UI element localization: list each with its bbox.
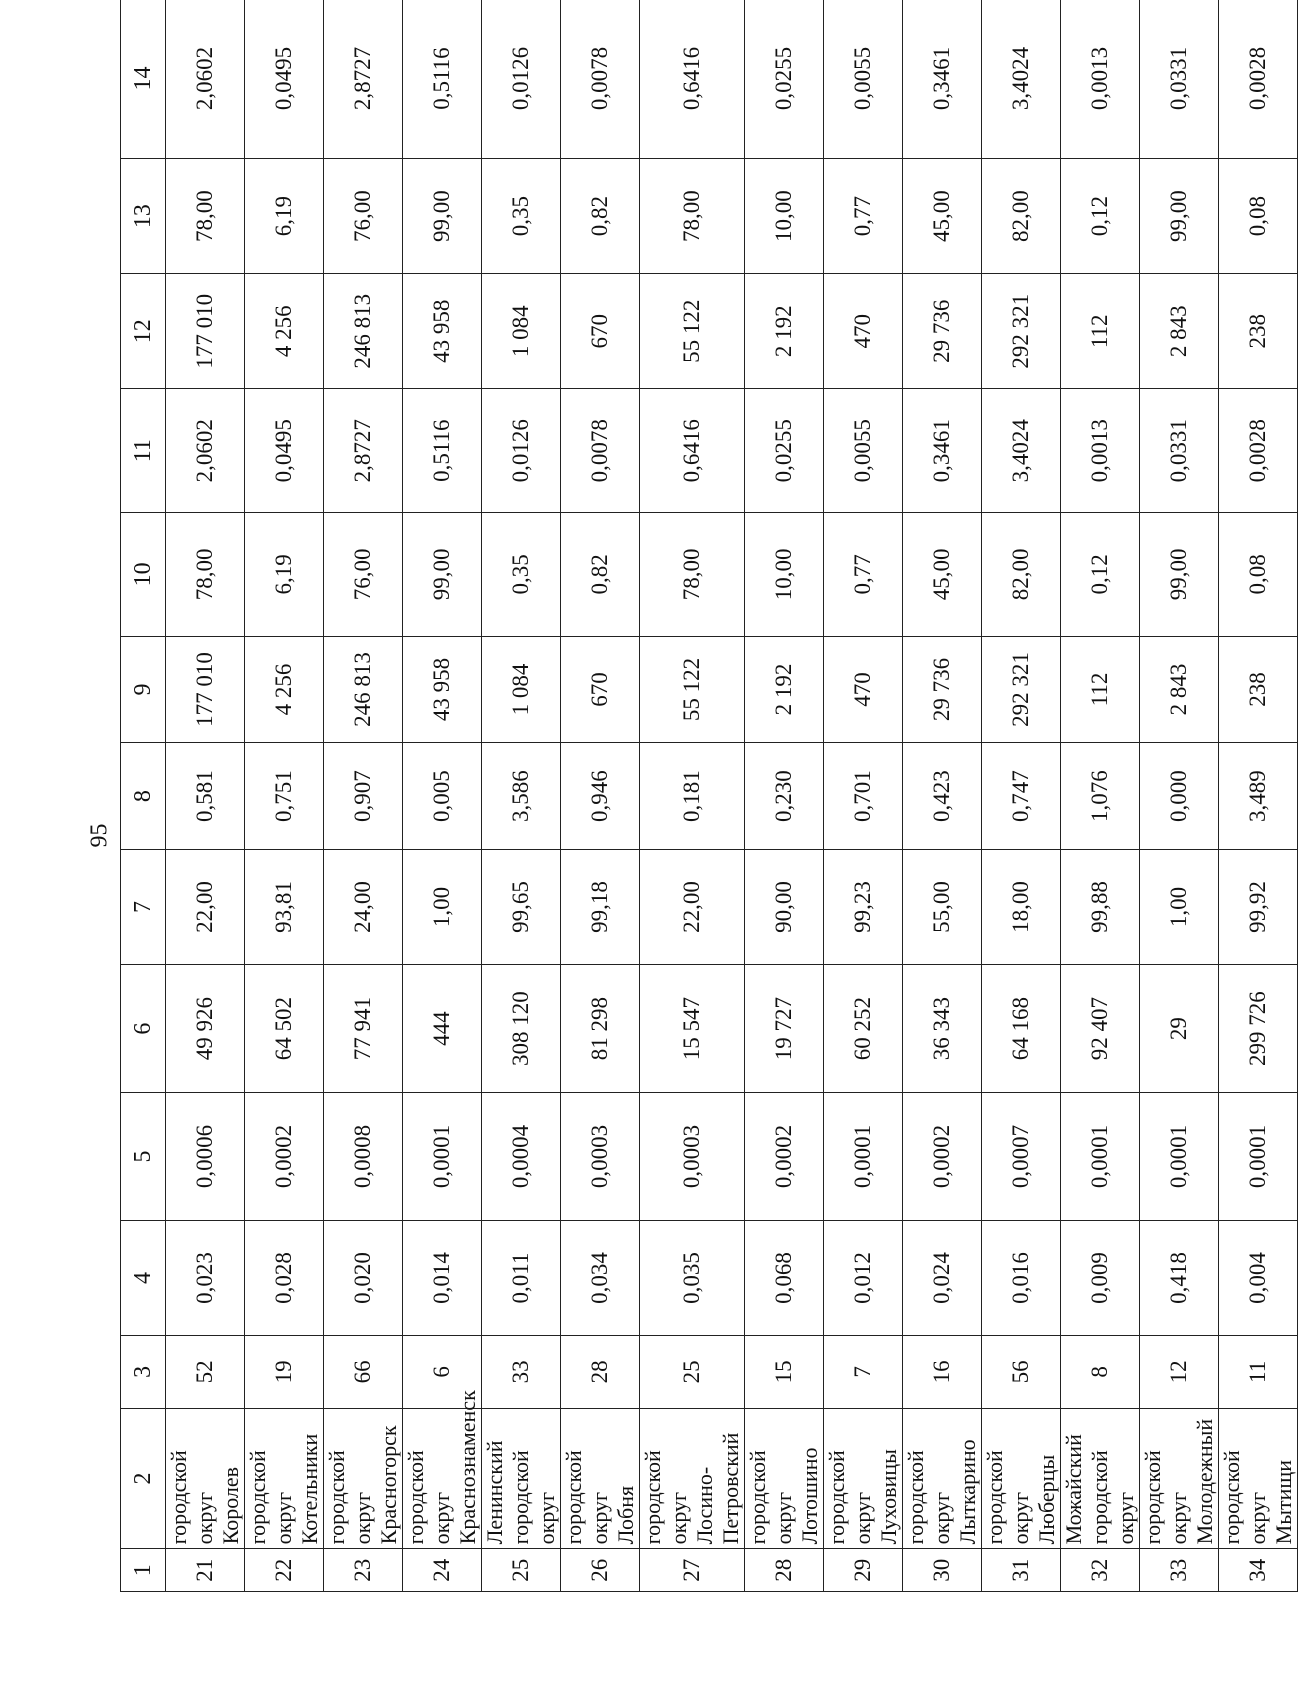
value-cell: 77 941 bbox=[324, 965, 403, 1093]
row-number-cell: 28 bbox=[745, 1549, 824, 1592]
value-cell: 2,0602 bbox=[166, 389, 245, 513]
value-cell: 99,92 bbox=[1219, 849, 1298, 964]
value-cell: 0,3461 bbox=[903, 0, 982, 159]
row-number-cell: 27 bbox=[640, 1549, 745, 1592]
row-number-cell: 23 bbox=[324, 1549, 403, 1592]
column-header-10: 10 bbox=[121, 513, 166, 637]
municipality-name-cell: городской округ Красногорск bbox=[324, 1408, 403, 1549]
value-cell: 55 122 bbox=[640, 636, 745, 743]
value-cell: 0,0001 bbox=[1061, 1093, 1140, 1221]
column-header-6: 6 bbox=[121, 965, 166, 1093]
table-row bbox=[166, 0, 245, 1592]
municipality-name-cell: городской округ Люберцы bbox=[982, 1408, 1061, 1549]
value-cell: 0,0255 bbox=[745, 0, 824, 159]
value-cell: 0,0003 bbox=[561, 1093, 640, 1221]
value-cell: 246 813 bbox=[324, 274, 403, 389]
value-cell: 81 298 bbox=[561, 965, 640, 1093]
value-cell: 99,00 bbox=[1140, 159, 1219, 274]
row-number-cell: 29 bbox=[824, 1549, 903, 1592]
value-cell: 0,0002 bbox=[903, 1093, 982, 1221]
municipality-name-cell: городской округ Мытищи bbox=[1219, 1408, 1298, 1549]
value-cell: 99,23 bbox=[824, 849, 903, 964]
value-cell: 22,00 bbox=[640, 849, 745, 964]
value-cell: 0,0126 bbox=[482, 0, 561, 159]
value-cell: 43 958 bbox=[403, 636, 482, 743]
value-cell: 0,0055 bbox=[824, 389, 903, 513]
value-cell: 2 192 bbox=[745, 274, 824, 389]
value-cell: 2,8727 bbox=[324, 389, 403, 513]
value-cell: 78,00 bbox=[640, 513, 745, 637]
value-cell: 6,19 bbox=[245, 159, 324, 274]
value-cell: 18,00 bbox=[982, 849, 1061, 964]
value-cell: 11 bbox=[1219, 1336, 1298, 1409]
value-cell: 0,035 bbox=[640, 1220, 745, 1335]
value-cell: 0,08 bbox=[1219, 159, 1298, 274]
column-header-12: 12 bbox=[121, 274, 166, 389]
data-table bbox=[120, 0, 1298, 1592]
value-cell: 1 084 bbox=[482, 274, 561, 389]
value-cell: 0,0013 bbox=[1061, 0, 1140, 159]
row-number-cell: 32 bbox=[1061, 1549, 1140, 1592]
value-cell: 0,0028 bbox=[1219, 0, 1298, 159]
value-cell: 0,0001 bbox=[1140, 1093, 1219, 1221]
value-cell: 0,77 bbox=[824, 513, 903, 637]
value-cell: 0,004 bbox=[1219, 1220, 1298, 1335]
column-header-7: 7 bbox=[121, 849, 166, 964]
value-cell: 16 bbox=[903, 1336, 982, 1409]
value-cell: 10,00 bbox=[745, 159, 824, 274]
header-row bbox=[121, 0, 166, 1592]
column-header-13: 13 bbox=[121, 159, 166, 274]
municipality-name-cell: городской округ Лобня bbox=[561, 1408, 640, 1549]
value-cell: 78,00 bbox=[166, 513, 245, 637]
table-row bbox=[824, 0, 903, 1592]
municipality-name-cell: городской округ Лотошино bbox=[745, 1408, 824, 1549]
value-cell: 0,0002 bbox=[245, 1093, 324, 1221]
value-cell: 43 958 bbox=[403, 274, 482, 389]
value-cell: 76,00 bbox=[324, 513, 403, 637]
value-cell: 55 122 bbox=[640, 274, 745, 389]
value-cell: 24,00 bbox=[324, 849, 403, 964]
value-cell: 29 736 bbox=[903, 636, 982, 743]
value-cell: 0,35 bbox=[482, 159, 561, 274]
table-row bbox=[482, 0, 561, 1592]
value-cell: 3,489 bbox=[1219, 743, 1298, 850]
table-row bbox=[903, 0, 982, 1592]
value-cell: 66 bbox=[324, 1336, 403, 1409]
value-cell: 76,00 bbox=[324, 159, 403, 274]
row-number-cell: 34 bbox=[1219, 1549, 1298, 1592]
table-row bbox=[324, 0, 403, 1592]
value-cell: 0,024 bbox=[903, 1220, 982, 1335]
value-cell: 470 bbox=[824, 636, 903, 743]
value-cell: 45,00 bbox=[903, 513, 982, 637]
value-cell: 49 926 bbox=[166, 965, 245, 1093]
value-cell: 0,0006 bbox=[166, 1093, 245, 1221]
value-cell: 0,0001 bbox=[824, 1093, 903, 1221]
value-cell: 0,0007 bbox=[982, 1093, 1061, 1221]
table-row bbox=[1140, 0, 1219, 1592]
value-cell: 25 bbox=[640, 1336, 745, 1409]
value-cell: 55,00 bbox=[903, 849, 982, 964]
value-cell: 1,00 bbox=[403, 849, 482, 964]
row-number-cell: 31 bbox=[982, 1549, 1061, 1592]
value-cell: 0,77 bbox=[824, 159, 903, 274]
value-cell: 0,82 bbox=[561, 513, 640, 637]
value-cell: 4 256 bbox=[245, 636, 324, 743]
value-cell: 0,747 bbox=[982, 743, 1061, 850]
value-cell: 6,19 bbox=[245, 513, 324, 637]
value-cell: 299 726 bbox=[1219, 965, 1298, 1093]
table-body bbox=[166, 0, 1298, 1592]
value-cell: 29 736 bbox=[903, 274, 982, 389]
municipality-name-cell: городской округ Лосино- Петровский bbox=[640, 1408, 745, 1549]
value-cell: 0,6416 bbox=[640, 0, 745, 159]
value-cell: 33 bbox=[482, 1336, 561, 1409]
value-cell: 19 bbox=[245, 1336, 324, 1409]
value-cell: 0,6416 bbox=[640, 389, 745, 513]
row-number-cell: 21 bbox=[166, 1549, 245, 1592]
value-cell: 0,907 bbox=[324, 743, 403, 850]
value-cell: 0,12 bbox=[1061, 513, 1140, 637]
value-cell: 0,011 bbox=[482, 1220, 561, 1335]
column-header-5: 5 bbox=[121, 1093, 166, 1221]
value-cell: 6 bbox=[403, 1336, 482, 1409]
value-cell: 0,028 bbox=[245, 1220, 324, 1335]
value-cell: 0,0002 bbox=[745, 1093, 824, 1221]
column-header-2: 2 bbox=[121, 1408, 166, 1549]
value-cell: 99,00 bbox=[403, 513, 482, 637]
value-cell: 82,00 bbox=[982, 513, 1061, 637]
value-cell: 15 bbox=[745, 1336, 824, 1409]
column-header-11: 11 bbox=[121, 389, 166, 513]
table-row bbox=[1061, 0, 1140, 1592]
value-cell: 0,946 bbox=[561, 743, 640, 850]
value-cell: 3,4024 bbox=[982, 0, 1061, 159]
value-cell: 0,0255 bbox=[745, 389, 824, 513]
value-cell: 0,009 bbox=[1061, 1220, 1140, 1335]
value-cell: 0,0126 bbox=[482, 389, 561, 513]
value-cell: 8 bbox=[1061, 1336, 1140, 1409]
value-cell: 52 bbox=[166, 1336, 245, 1409]
column-header-4: 4 bbox=[121, 1220, 166, 1335]
municipality-name-cell: городской округ Котельники bbox=[245, 1408, 324, 1549]
value-cell: 0,0078 bbox=[561, 0, 640, 159]
value-cell: 10,00 bbox=[745, 513, 824, 637]
value-cell: 22,00 bbox=[166, 849, 245, 964]
value-cell: 112 bbox=[1061, 274, 1140, 389]
value-cell: 0,181 bbox=[640, 743, 745, 850]
value-cell: 292 321 bbox=[982, 636, 1061, 743]
value-cell: 0,230 bbox=[745, 743, 824, 850]
table-row bbox=[982, 0, 1061, 1592]
value-cell: 0,08 bbox=[1219, 513, 1298, 637]
value-cell: 64 168 bbox=[982, 965, 1061, 1093]
value-cell: 0,0331 bbox=[1140, 0, 1219, 159]
row-number-cell: 24 bbox=[403, 1549, 482, 1592]
value-cell: 78,00 bbox=[640, 159, 745, 274]
value-cell: 177 010 bbox=[166, 636, 245, 743]
column-header-8: 8 bbox=[121, 743, 166, 850]
value-cell: 45,00 bbox=[903, 159, 982, 274]
municipality-name-cell: городской округ Молодежный bbox=[1140, 1408, 1219, 1549]
column-header-14: 14 bbox=[121, 0, 166, 159]
value-cell: 99,65 bbox=[482, 849, 561, 964]
value-cell: 2 192 bbox=[745, 636, 824, 743]
municipality-name-cell: городской округ Лыткарино bbox=[903, 1408, 982, 1549]
value-cell: 177 010 bbox=[166, 274, 245, 389]
value-cell: 670 bbox=[561, 636, 640, 743]
value-cell: 0,5116 bbox=[403, 389, 482, 513]
value-cell: 0,020 bbox=[324, 1220, 403, 1335]
value-cell: 28 bbox=[561, 1336, 640, 1409]
row-number-cell: 22 bbox=[245, 1549, 324, 1592]
value-cell: 90,00 bbox=[745, 849, 824, 964]
value-cell: 4 256 bbox=[245, 274, 324, 389]
value-cell: 12 bbox=[1140, 1336, 1219, 1409]
value-cell: 3,586 bbox=[482, 743, 561, 850]
value-cell: 470 bbox=[824, 274, 903, 389]
municipality-name-cell: Ленинский городской округ bbox=[482, 1408, 561, 1549]
municipality-name-cell: городской округ Краснознаменск bbox=[403, 1408, 482, 1549]
value-cell: 19 727 bbox=[745, 965, 824, 1093]
value-cell: 1 084 bbox=[482, 636, 561, 743]
value-cell: 0,0055 bbox=[824, 0, 903, 159]
value-cell: 36 343 bbox=[903, 965, 982, 1093]
table-row bbox=[745, 0, 824, 1592]
value-cell: 0,023 bbox=[166, 1220, 245, 1335]
value-cell: 0,5116 bbox=[403, 0, 482, 159]
page-number: 95 bbox=[86, 823, 113, 848]
value-cell: 0,068 bbox=[745, 1220, 824, 1335]
value-cell: 2,0602 bbox=[166, 0, 245, 159]
value-cell: 0,014 bbox=[403, 1220, 482, 1335]
value-cell: 238 bbox=[1219, 274, 1298, 389]
value-cell: 2,8727 bbox=[324, 0, 403, 159]
value-cell: 82,00 bbox=[982, 159, 1061, 274]
value-cell: 112 bbox=[1061, 636, 1140, 743]
value-cell: 2 843 bbox=[1140, 636, 1219, 743]
column-header-1: 1 bbox=[121, 1549, 166, 1592]
table-row bbox=[1219, 0, 1298, 1592]
row-number-cell: 26 bbox=[561, 1549, 640, 1592]
value-cell: 0,0001 bbox=[1219, 1093, 1298, 1221]
value-cell: 0,016 bbox=[982, 1220, 1061, 1335]
value-cell: 99,18 bbox=[561, 849, 640, 964]
column-header-3: 3 bbox=[121, 1336, 166, 1409]
value-cell: 99,00 bbox=[403, 159, 482, 274]
value-cell: 0,0078 bbox=[561, 389, 640, 513]
value-cell: 7 bbox=[824, 1336, 903, 1409]
value-cell: 0,82 bbox=[561, 159, 640, 274]
table-row bbox=[403, 0, 482, 1592]
value-cell: 238 bbox=[1219, 636, 1298, 743]
table-row bbox=[640, 0, 745, 1592]
value-cell: 60 252 bbox=[824, 965, 903, 1093]
value-cell: 292 321 bbox=[982, 274, 1061, 389]
value-cell: 0,3461 bbox=[903, 389, 982, 513]
value-cell: 56 bbox=[982, 1336, 1061, 1409]
value-cell: 0,000 bbox=[1140, 743, 1219, 850]
value-cell: 93,81 bbox=[245, 849, 324, 964]
value-cell: 308 120 bbox=[482, 965, 561, 1093]
value-cell: 0,418 bbox=[1140, 1220, 1219, 1335]
table-row bbox=[245, 0, 324, 1592]
value-cell: 0,005 bbox=[403, 743, 482, 850]
value-cell: 444 bbox=[403, 965, 482, 1093]
value-cell: 99,88 bbox=[1061, 849, 1140, 964]
value-cell: 0,35 bbox=[482, 513, 561, 637]
value-cell: 1,076 bbox=[1061, 743, 1140, 850]
value-cell: 29 bbox=[1140, 965, 1219, 1093]
table-row bbox=[561, 0, 640, 1592]
row-number-cell: 30 bbox=[903, 1549, 982, 1592]
value-cell: 1,00 bbox=[1140, 849, 1219, 964]
value-cell: 0,12 bbox=[1061, 159, 1140, 274]
row-number-cell: 33 bbox=[1140, 1549, 1219, 1592]
value-cell: 0,012 bbox=[824, 1220, 903, 1335]
value-cell: 0,0004 bbox=[482, 1093, 561, 1221]
value-cell: 0,581 bbox=[166, 743, 245, 850]
value-cell: 2 843 bbox=[1140, 274, 1219, 389]
value-cell: 0,701 bbox=[824, 743, 903, 850]
municipality-name-cell: городской округ Королев bbox=[166, 1408, 245, 1549]
value-cell: 99,00 bbox=[1140, 513, 1219, 637]
table-header bbox=[121, 0, 166, 1592]
value-cell: 92 407 bbox=[1061, 965, 1140, 1093]
value-cell: 0,423 bbox=[903, 743, 982, 850]
value-cell: 0,751 bbox=[245, 743, 324, 850]
row-number-cell: 25 bbox=[482, 1549, 561, 1592]
value-cell: 0,0495 bbox=[245, 0, 324, 159]
value-cell: 670 bbox=[561, 274, 640, 389]
value-cell: 15 547 bbox=[640, 965, 745, 1093]
value-cell: 0,0495 bbox=[245, 389, 324, 513]
value-cell: 78,00 bbox=[166, 159, 245, 274]
value-cell: 246 813 bbox=[324, 636, 403, 743]
column-header-9: 9 bbox=[121, 636, 166, 743]
value-cell: 0,0003 bbox=[640, 1093, 745, 1221]
value-cell: 64 502 bbox=[245, 965, 324, 1093]
value-cell: 0,0013 bbox=[1061, 389, 1140, 513]
value-cell: 0,0028 bbox=[1219, 389, 1298, 513]
municipality-name-cell: Можайский городской округ bbox=[1061, 1408, 1140, 1549]
value-cell: 3,4024 bbox=[982, 389, 1061, 513]
value-cell: 0,034 bbox=[561, 1220, 640, 1335]
value-cell: 0,0331 bbox=[1140, 389, 1219, 513]
value-cell: 0,0001 bbox=[403, 1093, 482, 1221]
value-cell: 0,0008 bbox=[324, 1093, 403, 1221]
rotated-table-wrapper bbox=[120, 0, 1296, 1592]
municipality-name-cell: городской округ Луховицы bbox=[824, 1408, 903, 1549]
